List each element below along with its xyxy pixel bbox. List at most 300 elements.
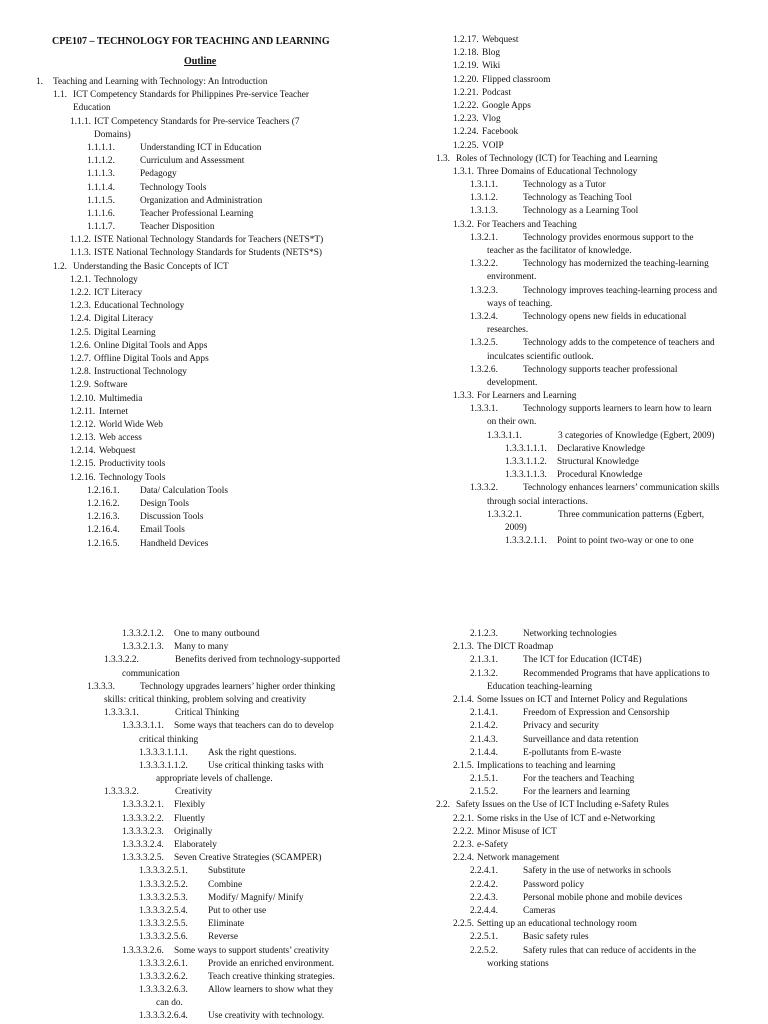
- outline-text: Use creativity with technology.: [208, 1011, 325, 1022]
- outline-text: Facebook: [482, 127, 519, 138]
- outline-number: 1.3.3.3.1.1.2.: [139, 760, 188, 771]
- outline-item-continuation: [0, 324, 529, 337]
- outline-number: 1.2.14.: [70, 446, 96, 457]
- outline-text: communication: [122, 668, 180, 679]
- outline-item: [0, 456, 639, 469]
- outline-number: 1.3.3.1.1.2.: [505, 457, 547, 467]
- outline-text: E-pollutants from E-waste: [523, 747, 622, 758]
- outline-number: 1.3.2.3.: [470, 285, 498, 296]
- outline-number: 1.3.3.3.2.5.5.: [139, 919, 188, 930]
- outline-text: Technology adds to the competence of teachers and: [523, 338, 715, 349]
- outline-item: [0, 628, 617, 641]
- outline-item: [0, 931, 589, 944]
- outline-text: Flexibly: [174, 800, 205, 811]
- outline-number: 1.3.3.1.1.: [487, 430, 522, 441]
- outline-text: For the teachers and Teaching: [523, 774, 635, 785]
- outline-number: 1.3.3.3.2.5.3.: [139, 892, 188, 903]
- outline-number: 1.1.3.: [70, 248, 91, 259]
- outline-text: Technology Tools: [99, 472, 166, 483]
- outline-number: 1.3.2.5.: [470, 338, 498, 349]
- outline-number: 1.3.3.2.2.: [104, 655, 139, 666]
- outline-number: 1.3.3.3.2.6.4.: [139, 1011, 188, 1022]
- outline-number: 1.3.: [436, 153, 450, 164]
- outline-number: 1.2.16.: [70, 472, 96, 483]
- outline-text: Flipped classroom: [482, 74, 551, 85]
- outline-text: Some Issues on ICT and Internet Policy and Regulations: [477, 694, 688, 705]
- outline-text: Online Digital Tools and Apps: [94, 340, 208, 351]
- outline-number: 2.1.3.: [453, 642, 474, 653]
- outline-text: Combine: [208, 879, 243, 890]
- outline-item: [0, 205, 639, 218]
- outline-text: One to many outbound: [174, 629, 260, 639]
- document-title: CPE107 – TECHNOLOGY FOR TEACHING AND LEARNING: [52, 36, 330, 47]
- outline-text: Discussion Tools: [140, 512, 204, 523]
- outline-number: 1.2.23.: [453, 114, 479, 125]
- outline-text: Minor Misuse of ICT: [477, 826, 557, 837]
- outline-text: Eliminate: [208, 919, 245, 930]
- outline-text: Benefits derived from technology-supported: [175, 655, 340, 666]
- outline-text: appropriate levels of challenge.: [156, 774, 273, 785]
- outline-text: Privacy and security: [523, 721, 599, 732]
- outline-number: 1.: [36, 77, 43, 87]
- outline-text: For the learners and learning: [523, 787, 630, 798]
- outline-text: The DICT Roadmap: [477, 642, 554, 653]
- outline-item: [0, 179, 606, 192]
- outline-number: 2.2.5.: [453, 919, 474, 930]
- outline-number: 1.2.1.: [70, 274, 91, 285]
- outline-number: 2.1.4.2.: [470, 721, 498, 732]
- outline-text: Handheld Devices: [140, 538, 209, 549]
- outline-text: on their own.: [487, 417, 537, 428]
- outline-item: [0, 113, 501, 126]
- outline-number: 2.2.1.: [453, 813, 474, 824]
- outline-text: Web access: [99, 433, 142, 444]
- outline-number: 1.3.3.3.2.3.: [122, 826, 164, 837]
- outline-text: Email Tools: [140, 525, 185, 536]
- outline-text: researches.: [487, 325, 529, 336]
- outline-number: 1.2.25.: [453, 140, 479, 151]
- outline-text: Safety Issues on the Use of ICT Including e-Safety Rules: [456, 800, 669, 811]
- outline-text: Three communication patterns (Egbert,: [558, 509, 705, 520]
- outline-text: Technology as a Learning Tool: [523, 206, 639, 217]
- outline-number: 1.1.1.5.: [87, 195, 115, 206]
- outline-item: [0, 258, 709, 271]
- outline-text: ICT Literacy: [94, 288, 143, 298]
- outline-text: Seven Creative Strategies (SCAMPER): [174, 853, 322, 864]
- outline-text: Safety rules that can reduce of accidents in the: [523, 945, 696, 956]
- outline-text: Password policy: [523, 879, 585, 890]
- outline-number: 2.2.5.2.: [470, 945, 498, 956]
- outline-text: Substitute: [208, 866, 246, 877]
- outline-text: Cameras: [523, 905, 556, 916]
- outline-item: [0, 74, 551, 87]
- outline-text: Structural Knowledge: [557, 457, 639, 467]
- outline-number: 1.2.7.: [70, 353, 91, 364]
- outline-number: 1.3.2.2.: [470, 259, 498, 270]
- outline-number: 2.2.2.: [453, 826, 474, 837]
- outline-number: 1.3.3.2.: [470, 483, 498, 494]
- outline-number: 1.2.24.: [453, 127, 479, 138]
- outline-item: [0, 285, 718, 298]
- outline-text: Modify/ Magnify/ Minify: [208, 892, 304, 903]
- outline-text: Vlog: [482, 114, 501, 125]
- outline-item: [0, 707, 670, 720]
- outline-text: Organization and Administration: [140, 195, 263, 206]
- outline-text: VOIP: [482, 140, 504, 151]
- outline-item-continuation: [0, 298, 553, 311]
- outline-number: 1.3.3.1.: [470, 404, 498, 415]
- outline-number: 1.3.3.1.1.1.: [505, 443, 547, 454]
- outline-item-continuation: [0, 416, 537, 429]
- outline-text: ICT Competency Standards for Pre-service Teachers (7: [94, 116, 300, 127]
- outline-number: 1.2.16.1.: [87, 485, 120, 496]
- outline-text: working stations: [487, 958, 549, 969]
- outline-number: 1.3.3.2.1.: [487, 509, 522, 520]
- outline-item: [0, 760, 616, 773]
- outline-item: [0, 668, 710, 681]
- outline-text: Instructional Technology: [94, 367, 187, 378]
- outline-text: Elaborately: [174, 840, 217, 850]
- outline-text: Originally: [174, 826, 213, 837]
- outline-item: [0, 641, 554, 654]
- outline-item: [0, 153, 658, 166]
- outline-number: 2.1.3.1.: [470, 655, 498, 666]
- outline-item: [0, 166, 638, 179]
- outline-number: 1.2.20.: [453, 74, 479, 85]
- outline-number: 1.3.3.3.2.6.: [122, 945, 164, 956]
- outline-number: 1.2.16.2.: [87, 499, 120, 509]
- outline-number: 2.2.4.4.: [470, 905, 498, 916]
- outline-item: [0, 60, 501, 73]
- outline-text: e-Safety: [477, 840, 508, 850]
- outline-number: 1.1.1.7.: [87, 222, 115, 233]
- outline-number: 1.3.2.6.: [470, 364, 498, 375]
- outline-number: 1.3.3.3.2.4.: [122, 840, 164, 850]
- outline-item: [0, 892, 683, 905]
- outline-item: [0, 799, 669, 812]
- outline-number: 1.2.17.: [453, 35, 479, 45]
- outline-text: Technology provides enormous support to the: [523, 232, 694, 243]
- outline-text: Productivity tools: [99, 459, 166, 470]
- outline-text: Technology has modernized the teaching-learning: [523, 259, 709, 270]
- outline-number: 1.3.3.3.: [87, 681, 115, 692]
- outline-text: Digital Learning: [94, 327, 156, 338]
- outline-item: [0, 337, 715, 350]
- outline-number: 2.1.4.: [453, 694, 474, 705]
- outline-item: [0, 720, 599, 733]
- outline-column-right: [0, 628, 710, 971]
- outline-text: Use critical thinking tasks with: [208, 760, 324, 771]
- outline-item: [0, 364, 678, 377]
- outline-number: 1.2.8.: [70, 367, 91, 378]
- outline-text: Some risks in the Use of ICT and e-Networking: [477, 813, 655, 824]
- outline-number: 1.2.12.: [70, 419, 96, 430]
- outline-number: 1.3.3.2.1.3.: [122, 642, 164, 653]
- outline-text: Pedagogy: [140, 169, 177, 180]
- outline-text: development.: [487, 377, 538, 388]
- outline-number: 1.3.3.3.2.5.2.: [139, 879, 188, 890]
- outline-number: 1.3.2.1.: [470, 232, 498, 243]
- outline-text: Point to point two-way or one to one: [557, 536, 694, 547]
- outline-text: Implications to teaching and learning: [477, 760, 616, 771]
- outline-text: Setting up an educational technology room: [477, 919, 637, 930]
- outline-number: 2.2.4.1.: [470, 866, 498, 877]
- outline-item: [0, 1010, 340, 1023]
- outline-item: [0, 865, 671, 878]
- outline-number: 1.1.2.: [70, 235, 91, 246]
- outline-item: [0, 535, 694, 548]
- outline-number: 1.3.3.3.2.5.1.: [139, 866, 188, 877]
- outline-number: 2.1.5.1.: [470, 774, 498, 785]
- outline-text: Technology Tools: [140, 182, 207, 193]
- outline-text: Procedural Knowledge: [557, 470, 643, 481]
- outline-item: [0, 390, 577, 403]
- outline-number: 2.1.4.3.: [470, 734, 498, 745]
- outline-text: Curriculum and Assessment: [140, 156, 245, 167]
- outline-text: Education teaching-learning: [487, 681, 593, 692]
- outline-text: Data/ Calculation Tools: [140, 485, 228, 496]
- outline-text: Many to many: [174, 642, 229, 653]
- outline-number: 1.2.9.: [70, 380, 91, 391]
- outline-number: 1.3.3.3.2.6.2.: [139, 971, 188, 982]
- outline-item: [0, 852, 560, 865]
- outline-text: Teacher Professional Learning: [140, 208, 254, 219]
- outline-text: can do.: [156, 998, 183, 1009]
- outline-number: 1.2.16.5.: [87, 538, 120, 549]
- outline-item: [0, 47, 501, 60]
- outline-column-right: [0, 34, 720, 548]
- outline-item: [0, 443, 646, 456]
- outline-number: 2.1.4.4.: [470, 747, 498, 758]
- outline-item: [0, 918, 637, 931]
- outline-number: 1.3.3.3.2.6.1.: [139, 958, 188, 969]
- outline-item: [0, 694, 688, 707]
- outline-text: 2009): [505, 522, 527, 533]
- outline-item: [0, 403, 712, 416]
- outline-number: 1.3.3.3.2.: [104, 787, 139, 798]
- outline-item: [0, 813, 655, 826]
- outline-text: Freedom of Expression and Censorship: [523, 708, 670, 719]
- outline-text: Educational Technology: [94, 301, 185, 312]
- outline-text: Technology enhances learners’ communication skills: [523, 483, 720, 494]
- outline-text: Basic safety rules: [523, 932, 589, 943]
- outline-item-continuation: [0, 271, 537, 284]
- outline-number: 1.1.1.2.: [87, 156, 115, 167]
- outline-text: Webquest: [99, 446, 136, 457]
- outline-text: The ICT for Education (ICT4E): [523, 655, 642, 666]
- outline-number: 1.3.3.: [453, 391, 474, 402]
- outline-text: Ask the right questions.: [208, 747, 297, 758]
- outline-item-continuation: [0, 377, 538, 390]
- outline-item-continuation: [0, 997, 340, 1010]
- outline-text: Wiki: [482, 61, 501, 72]
- outline-text: Surveillance and data retention: [523, 734, 639, 745]
- outline-text: 3 categories of Knowledge (Egbert, 2009): [558, 430, 715, 441]
- document-page-2: [0, 600, 768, 1024]
- outline-item-continuation: [0, 245, 632, 258]
- outline-item: [0, 879, 585, 892]
- outline-item: [0, 747, 622, 760]
- outline-text: Recommended Programs that have applications to: [523, 668, 710, 679]
- outline-item-continuation: [0, 522, 527, 535]
- outline-number: 1.1.1.4.: [87, 182, 115, 193]
- outline-item: [0, 786, 630, 799]
- outline-number: 1.3.1.1.: [470, 180, 498, 191]
- outline-number: 1.1.1.6.: [87, 208, 115, 219]
- outline-number: 1.2.3.: [70, 301, 91, 312]
- outline-text: Networking technologies: [523, 629, 617, 639]
- outline-text: ISTE National Technology Standards for Students (NETS*S): [94, 248, 322, 259]
- outline-item: [0, 971, 340, 984]
- outline-item: [0, 87, 511, 100]
- outline-number: 1.3.3.2.1.2.: [122, 629, 164, 639]
- outline-text: ISTE National Technology Standards for Teachers (NETS*T): [94, 235, 324, 246]
- outline-number: 1.2.10.: [70, 393, 96, 404]
- outline-text: Technology improves teaching-learning process and: [523, 285, 718, 296]
- outline-item: [0, 773, 635, 786]
- outline-text: Education: [73, 103, 111, 114]
- outline-item: [0, 482, 720, 495]
- outline-number: 2.2.4.3.: [470, 892, 498, 903]
- outline-item: [0, 905, 556, 918]
- outline-number: 1.3.3.3.1.1.1.: [139, 747, 188, 758]
- outline-number: 1.3.3.2.1.1.: [505, 536, 547, 547]
- outline-text: inculcates scientific outlook.: [487, 351, 594, 362]
- outline-number: 1.2.2.: [70, 288, 91, 298]
- outline-text: Teacher Disposition: [140, 222, 215, 233]
- outline-number: 1.2.6.: [70, 340, 91, 351]
- outline-item-continuation: [0, 496, 588, 509]
- outline-text: Domains): [94, 129, 131, 140]
- outline-number: 2.2.5.1.: [470, 932, 498, 943]
- outline-item: [0, 430, 715, 443]
- outline-heading: Outline: [184, 56, 217, 67]
- outline-text: Understanding the Basic Concepts of ICT: [73, 261, 229, 272]
- outline-number: 1.1.1.1.: [87, 142, 115, 153]
- outline-item: [0, 839, 508, 852]
- outline-text: For Teachers and Teaching: [477, 219, 577, 230]
- outline-text: Declarative Knowledge: [557, 443, 646, 454]
- outline-number: 1.3.1.2.: [470, 193, 498, 204]
- outline-text: Creativity: [175, 787, 213, 798]
- outline-text: skills: critical thinking, problem solving and creativity: [104, 694, 307, 705]
- outline-text: Software: [94, 380, 128, 391]
- outline-text: Technology supports teacher professional: [523, 364, 678, 375]
- outline-number: 1.3.2.: [453, 219, 474, 230]
- outline-text: Technology upgrades learners’ higher order thinking: [140, 681, 336, 692]
- outline-text: For Learners and Learning: [477, 391, 577, 402]
- outline-number: 2.1.5.: [453, 760, 474, 771]
- outline-text: Critical Thinking: [175, 708, 240, 719]
- outline-text: World Wide Web: [99, 419, 163, 430]
- outline-number: 2.2.4.2.: [470, 879, 498, 890]
- outline-number: 1.2.22.: [453, 100, 479, 111]
- outline-text: through social interactions.: [487, 496, 588, 507]
- outline-number: 1.3.3.3.2.2.: [122, 813, 164, 824]
- outline-text: Technology supports learners to learn how to learn: [523, 404, 712, 415]
- outline-item: [0, 734, 639, 747]
- outline-text: Teach creative thinking strategies.: [208, 971, 335, 982]
- outline-text: Roles of Technology (ICT) for Teaching and Learning: [456, 153, 658, 164]
- outline-text: Design Tools: [140, 499, 190, 509]
- outline-item: [0, 509, 705, 522]
- outline-text: Technology opens new fields in educational: [523, 311, 687, 322]
- outline-text: ICT Competency Standards for Philippines Pre-service Teacher: [73, 90, 310, 101]
- outline-text: Technology as Teaching Tool: [523, 193, 632, 204]
- outline-item: [0, 219, 577, 232]
- outline-item: [0, 311, 687, 324]
- outline-number: 1.3.3.3.1.: [104, 708, 139, 719]
- outline-item-continuation: [0, 958, 549, 971]
- outline-number: 1.2.15.: [70, 459, 96, 470]
- outline-number: 1.2.18.: [453, 48, 479, 59]
- outline-text: Technology: [94, 274, 138, 285]
- outline-item: [0, 826, 557, 839]
- outline-number: 2.1.3.2.: [470, 668, 498, 679]
- outline-item: [0, 984, 340, 997]
- outline-number: 2.2.3.: [453, 840, 474, 850]
- outline-number: 1.1.: [53, 90, 67, 101]
- outline-item-continuation: [0, 351, 594, 364]
- outline-number: 1.3.3.3.2.5.4.: [139, 905, 188, 916]
- outline-text: Allow learners to show what they: [208, 985, 334, 996]
- outline-item: [0, 469, 643, 482]
- outline-number: 1.2.4.: [70, 314, 91, 325]
- outline-text: Some ways that teachers can do to develop: [174, 721, 334, 732]
- outline-number: 1.3.3.3.2.5.6.: [139, 932, 188, 943]
- outline-text: Network management: [477, 853, 560, 864]
- outline-number: 1.2.21.: [453, 87, 479, 98]
- outline-text: environment.: [487, 272, 537, 283]
- outline-text: Technology as a Tutor: [523, 180, 606, 191]
- outline-number: 1.2.16.3.: [87, 512, 120, 523]
- outline-number: 1.2.19.: [453, 61, 479, 72]
- outline-item: [0, 100, 531, 113]
- outline-item: [0, 232, 694, 245]
- outline-text: Personal mobile phone and mobile devices: [523, 892, 683, 903]
- outline-text: Three Domains of Educational Technology: [477, 166, 638, 177]
- outline-text: Google Apps: [482, 100, 531, 111]
- outline-text: Digital Literacy: [94, 314, 154, 325]
- outline-item: [0, 945, 696, 958]
- outline-number: 1.2.: [53, 261, 67, 272]
- outline-text: Understanding ICT in Education: [140, 142, 262, 153]
- outline-text: Teaching and Learning with Technology: An Introduction: [53, 77, 268, 87]
- outline-text: Fluently: [174, 813, 205, 824]
- outline-number: 1.3.3.3.1.1.: [122, 721, 164, 732]
- outline-number: 2.1.2.3.: [470, 629, 498, 639]
- outline-number: 1.2.5.: [70, 327, 91, 338]
- outline-text: Multimedia: [99, 393, 143, 404]
- outline-number: 1.3.3.3.2.1.: [122, 800, 164, 811]
- outline-number: 1.3.3.1.1.3.: [505, 470, 547, 481]
- outline-number: 2.2.4.: [453, 853, 474, 864]
- outline-text: Provide an enriched environment.: [208, 958, 334, 969]
- outline-text: teacher as the facilitator of knowledge.: [487, 246, 632, 256]
- outline-text: Offline Digital Tools and Apps: [94, 353, 209, 364]
- outline-text: Internet: [99, 406, 128, 417]
- outline-number: 1.2.13.: [70, 433, 96, 444]
- outline-item: [0, 192, 632, 205]
- outline-text: Safety in the use of networks in schools: [523, 866, 671, 877]
- outline-text: Webquest: [482, 35, 519, 45]
- outline-number: 1.1.1.: [70, 116, 91, 127]
- outline-text: Blog: [482, 48, 501, 59]
- outline-text: Some ways to support students’ creativity: [174, 945, 330, 956]
- outline-text: Put to other use: [208, 905, 267, 916]
- outline-text: ways of teaching.: [487, 298, 553, 309]
- outline-text: critical thinking: [139, 734, 199, 745]
